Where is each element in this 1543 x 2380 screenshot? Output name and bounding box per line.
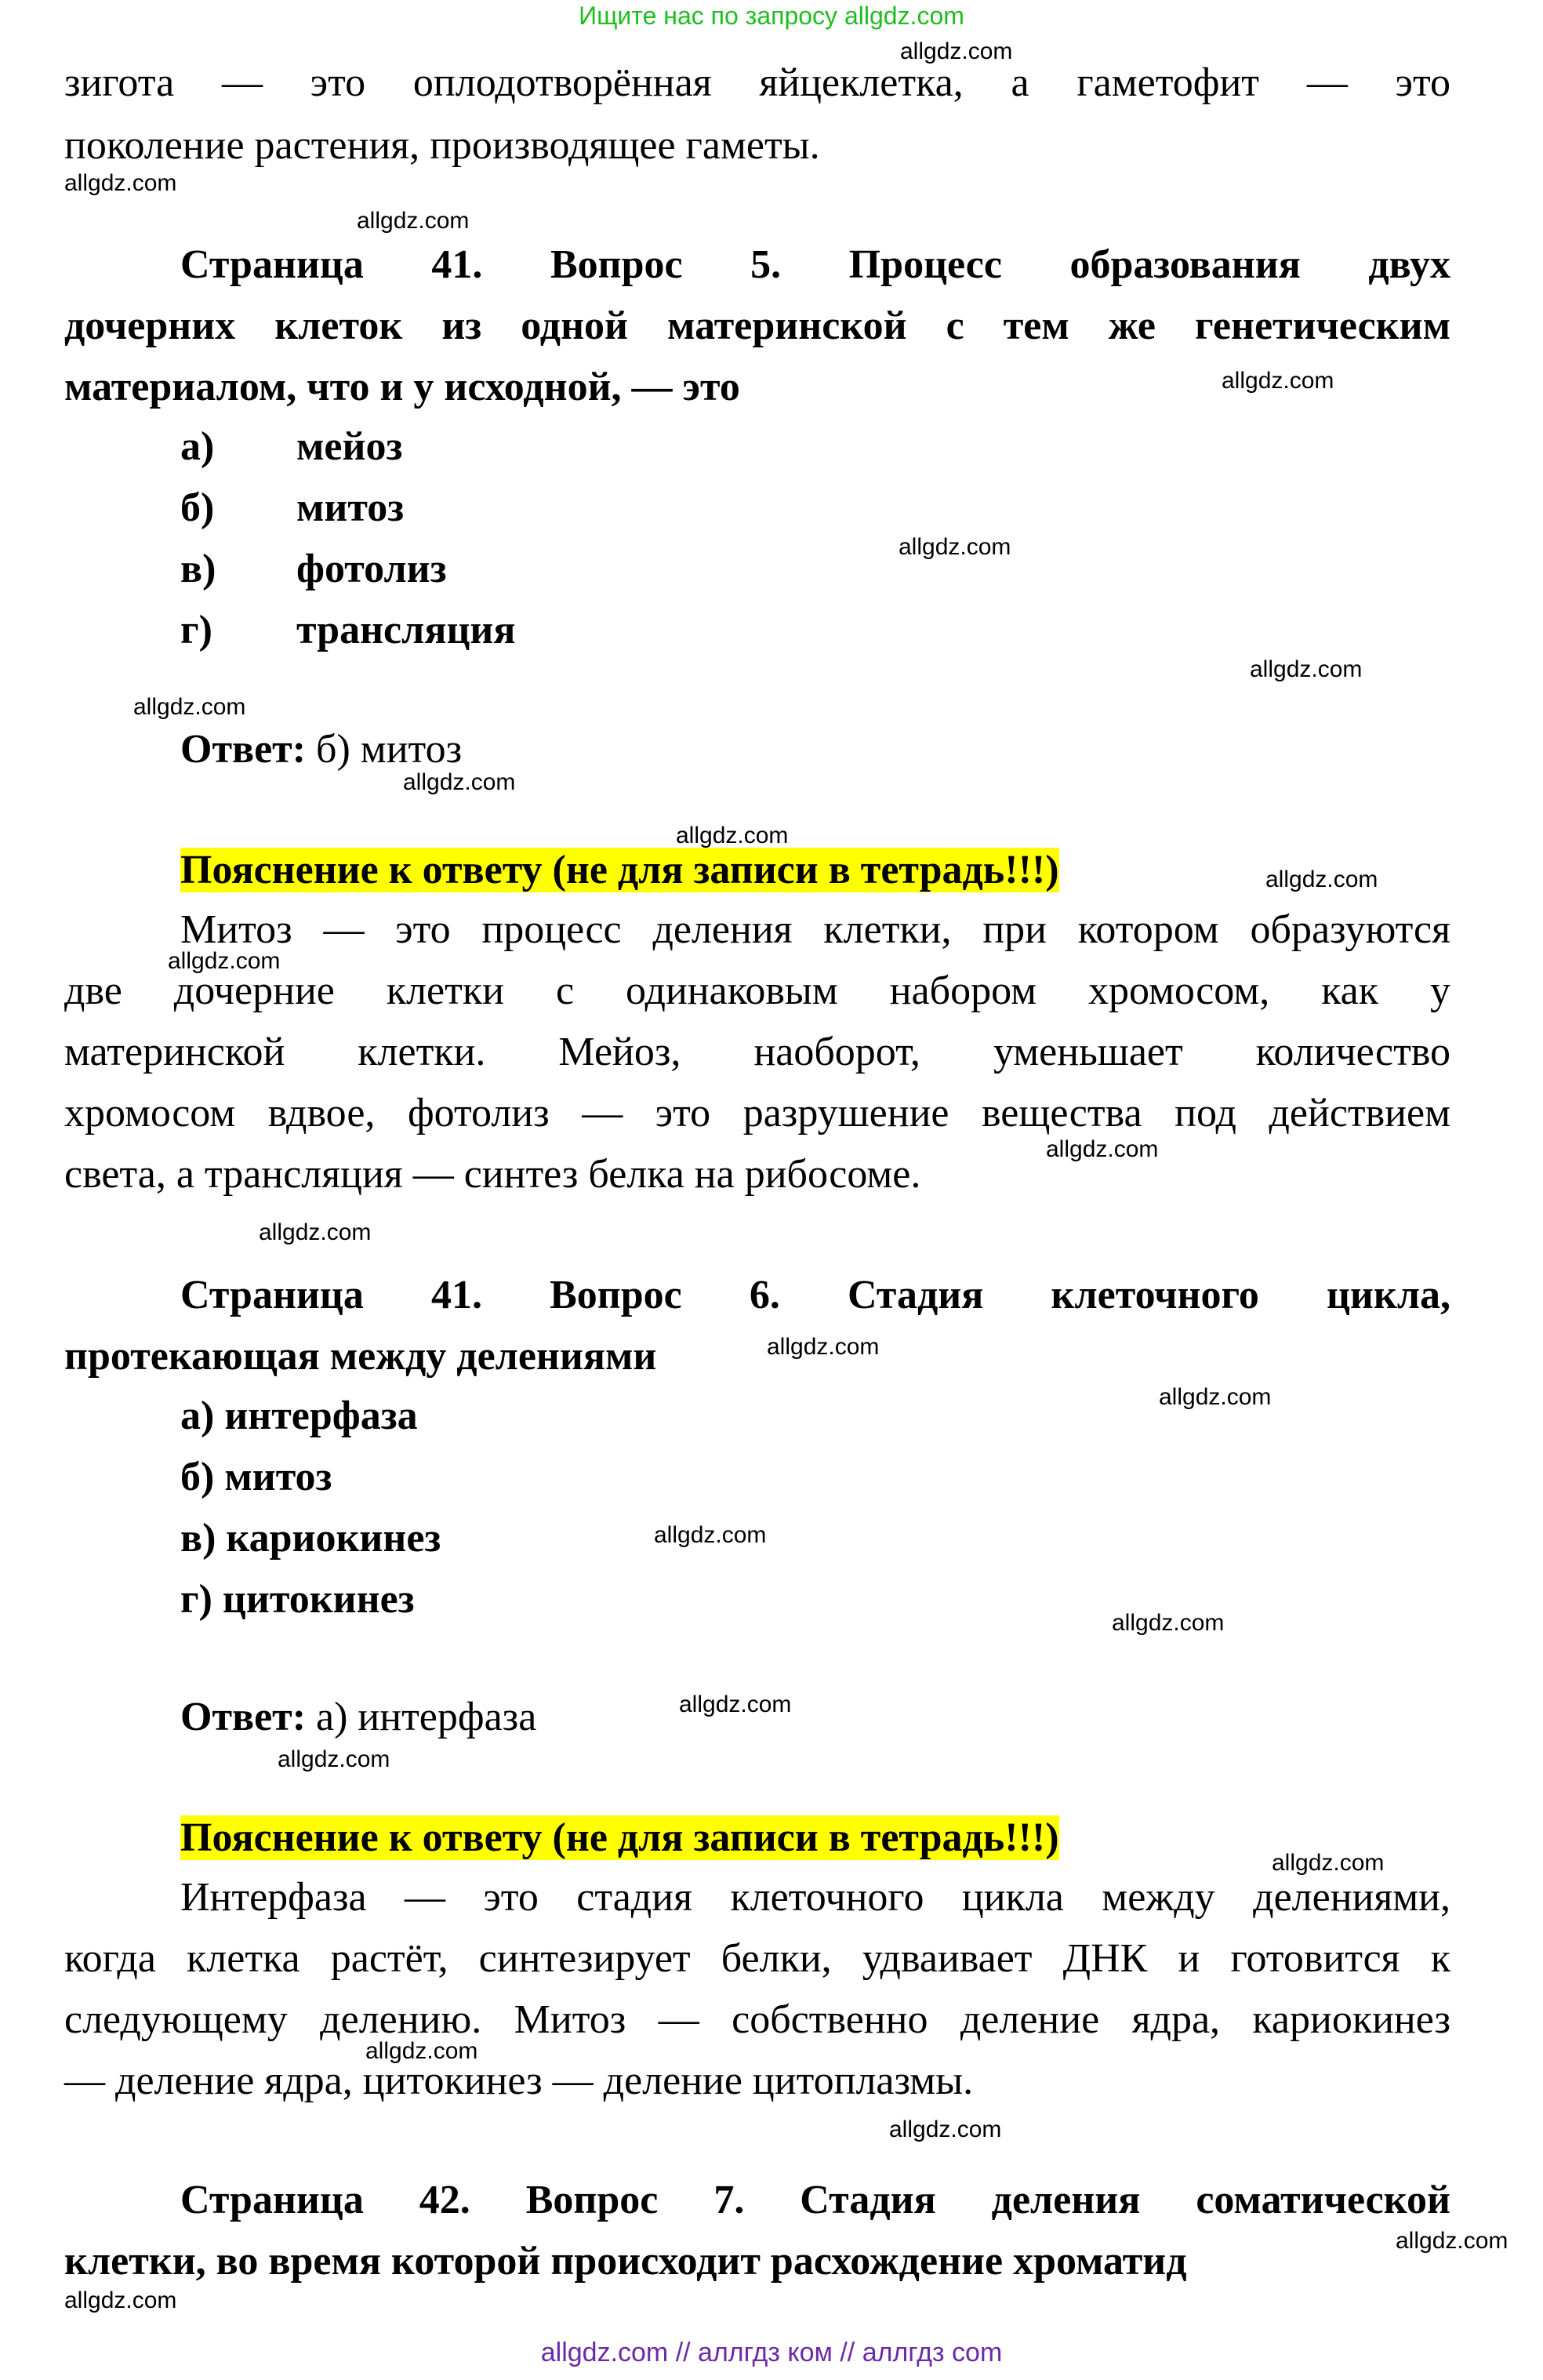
q5-option-a-letter: а) — [180, 424, 215, 469]
q6-explanation-line-3: следующему делению. Митоз — собственно деление ядра, кариокинез — [64, 1997, 1450, 2042]
q6-option-b: б) митоз — [180, 1455, 332, 1499]
q6-explanation-line-4: — деление ядра, цитокинез — деление цитоплазмы. — [64, 2058, 974, 2103]
q6-heading-line-1: Страница 41. Вопрос 6. Стадия клеточного цикла, — [180, 1273, 1450, 1317]
intro-line-1: зигота — это оплодотворённая яйцеклетка, а гаметофит — это — [64, 60, 1450, 105]
q5-option-d-letter: г) — [180, 608, 212, 652]
q7-heading-line-2: клетки, во время которой происходит расхождение хроматид — [64, 2239, 1187, 2284]
q6-option-c: в) кариокинез — [180, 1516, 441, 1561]
q5-heading-line-1: Страница 41. Вопрос 5. Процесс образования двух — [180, 242, 1450, 287]
watermark: allgdz.com — [133, 694, 246, 720]
q5-explanation-line-5: света, а трансляция — синтез белка на рибосоме. — [64, 1152, 921, 1197]
watermark: allgdz.com — [1265, 867, 1378, 892]
watermark: allgdz.com — [889, 2117, 1002, 2142]
q5-option-c-text: фотолиз — [296, 547, 447, 591]
q5-explanation-highlight: Пояснение к ответу (не для записи в тетрадь!!!) — [180, 848, 1059, 892]
q6-explanation-highlight: Пояснение к ответу (не для записи в тетрадь!!!) — [180, 1815, 1059, 1860]
q6-explanation-title — [180, 1816, 1059, 1860]
watermark: allgdz.com — [365, 2038, 478, 2064]
q5-option-b-text: митоз — [296, 485, 405, 530]
q6-option-a: а) интерфаза — [180, 1393, 418, 1438]
q5-option-c-letter: в) — [180, 547, 216, 591]
watermark: allgdz.com — [259, 1219, 372, 1245]
search-banner[interactable]: Ищите нас по запросу allgdz.com — [579, 2, 964, 30]
q5-answer-value: б) митоз — [316, 727, 463, 772]
q6-explanation-line-1: Интерфаза — это стадия клеточного цикла между делениями, — [180, 1875, 1450, 1920]
q5-heading-line-3: материалом, что и у исходной, — это — [64, 365, 740, 409]
q6-heading-line-2: протекающая между делениями — [64, 1334, 657, 1379]
watermark: allgdz.com — [278, 1746, 390, 1772]
watermark: allgdz.com — [64, 170, 177, 196]
q7-heading-line-1: Страница 42. Вопрос 7. Стадия деления соматической — [180, 2178, 1450, 2222]
q6-answer-label: Ответ: — [180, 1695, 307, 1739]
intro-line-2: поколение растения, производящее гаметы. — [64, 123, 820, 168]
q5-explanation-line-3: материнской клетки. Мейоз, наоборот, уменьшает количество — [64, 1030, 1450, 1074]
footer-links[interactable]: allgdz.com // аллгдз ком // аллгдз com — [540, 2338, 1003, 2367]
watermark: allgdz.com — [1222, 368, 1334, 394]
watermark: allgdz.com — [899, 534, 1011, 560]
watermark: allgdz.com — [1396, 2228, 1509, 2254]
q6-answer-value: а) интерфаза — [316, 1695, 537, 1739]
q5-explanation-title — [180, 848, 1059, 892]
watermark: allgdz.com — [403, 769, 516, 795]
watermark: allgdz.com — [1112, 1610, 1225, 1636]
watermark: allgdz.com — [357, 208, 470, 234]
q5-option-b-letter: б) — [180, 485, 215, 530]
watermark: allgdz.com — [64, 2287, 177, 2313]
q5-explanation-line-4: хромосом вдвое, фотолиз — это разрушение вещества под действием — [64, 1091, 1450, 1135]
watermark: allgdz.com — [168, 948, 281, 974]
q5-heading-line-2: дочерних клеток из одной материнской с тем же генетическим — [64, 303, 1450, 348]
q6-answer — [180, 1695, 536, 1739]
watermark: allgdz.com — [654, 1522, 767, 1548]
watermark: allgdz.com — [1046, 1136, 1159, 1162]
q5-answer — [180, 728, 462, 772]
watermark: allgdz.com — [676, 823, 789, 848]
q6-option-d: г) цитокинез — [180, 1577, 415, 1622]
q5-explanation-line-1: Митоз — это процесс деления клетки, при котором образуются — [180, 907, 1450, 952]
watermark: allgdz.com — [767, 1334, 880, 1360]
q5-answer-label: Ответ: — [180, 727, 307, 772]
q6-explanation-line-2: когда клетка растёт, синтезирует белки, удваивает ДНК и готовится к — [64, 1936, 1450, 1981]
watermark: allgdz.com — [1272, 1850, 1385, 1876]
watermark: allgdz.com — [900, 38, 1013, 64]
watermark: allgdz.com — [679, 1691, 792, 1717]
watermark: allgdz.com — [1159, 1384, 1272, 1410]
q5-explanation-line-2: две дочерние клетки с одинаковым набором хромосом, как у — [64, 968, 1450, 1013]
watermark: allgdz.com — [1250, 656, 1363, 682]
q5-option-a-text: мейоз — [296, 424, 403, 469]
q5-option-d-text: трансляция — [296, 608, 516, 652]
